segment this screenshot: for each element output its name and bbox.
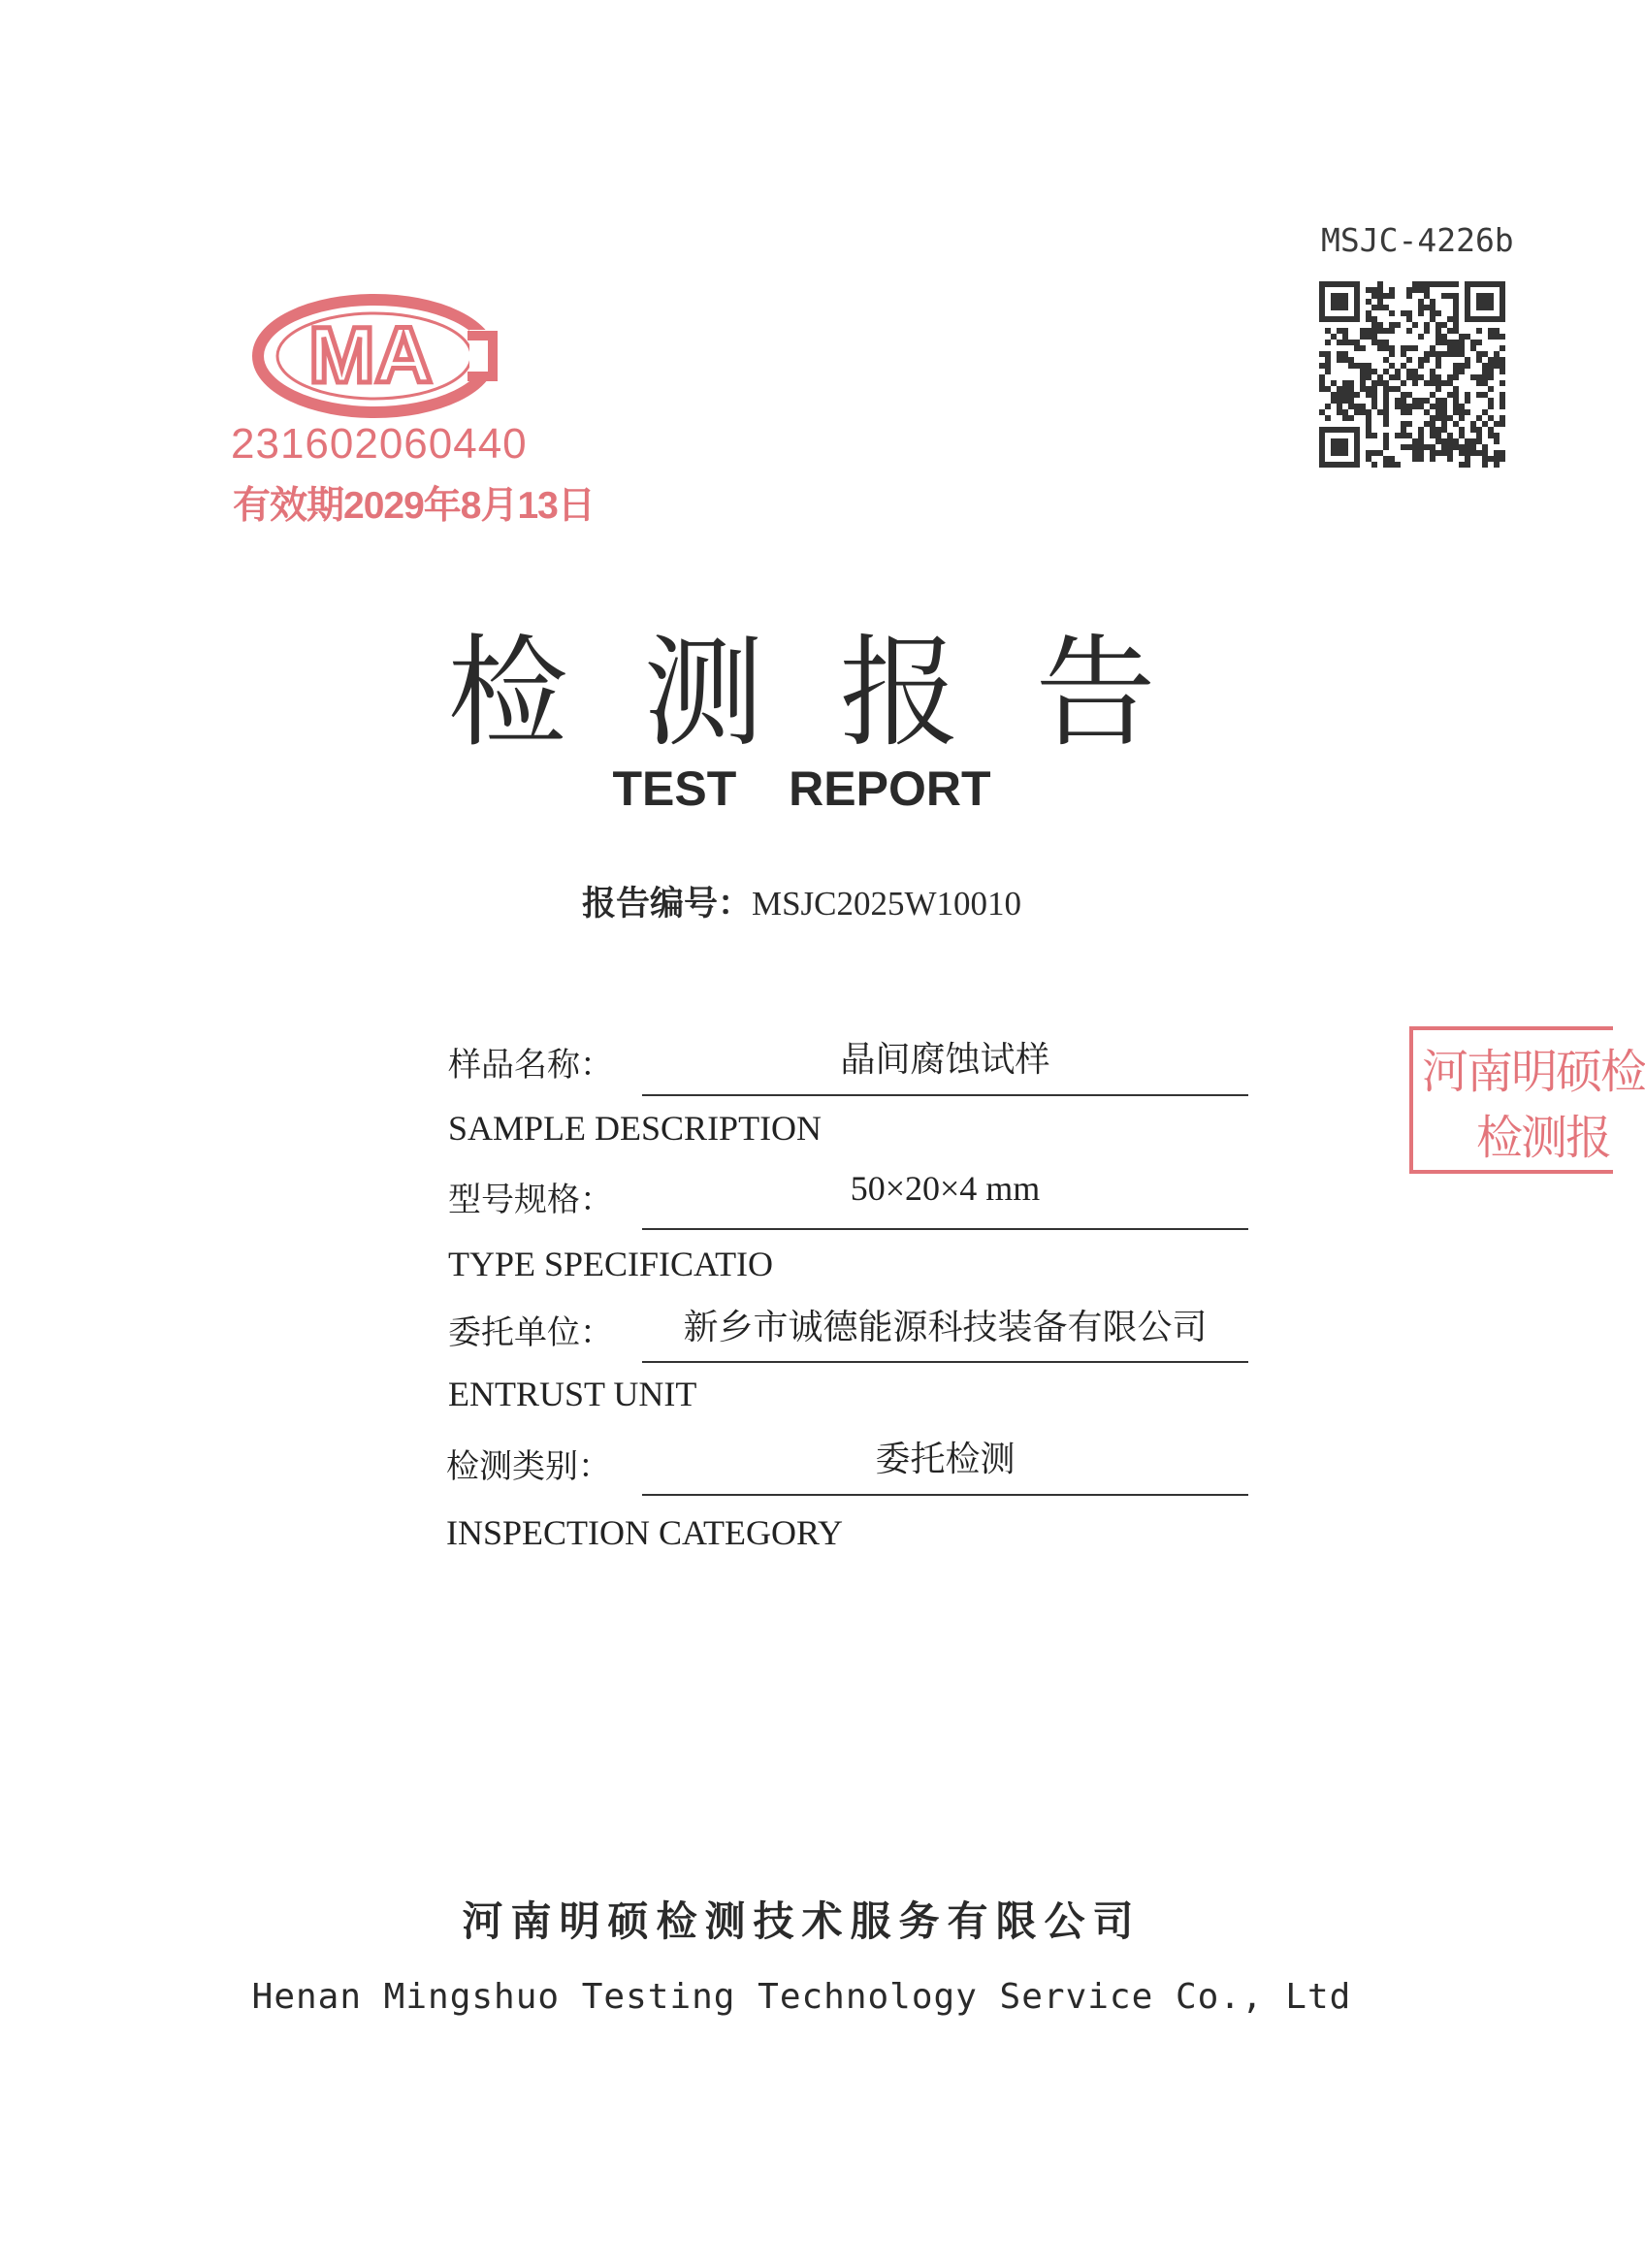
entrust-unit-value: 新乡市诚德能源科技装备有限公司: [683, 1308, 1208, 1347]
report-number: [0, 877, 1603, 925]
seal-text-line-1: 河南明硕检: [1422, 1047, 1645, 1098]
cma-validity: 有效期2029年8月13日: [233, 485, 595, 527]
sample-name-label-en: SAMPLE DESCRIPTION: [448, 1109, 822, 1148]
company-name-cn: 河南明硕检测技术服务有限公司: [462, 1898, 1142, 1944]
type-spec-label: 型号规格：: [448, 1181, 613, 1219]
type-spec-label-en: TYPE SPECIFICATIO: [448, 1245, 774, 1283]
cma-logo-text: MA: [308, 311, 433, 400]
report-title-cn: 检测报告: [447, 624, 1232, 763]
report-number-value: MSJC2025W10010: [751, 885, 1022, 923]
report-title-en: TEST REPORT: [612, 761, 991, 816]
entrust-unit-label: 委托单位：: [448, 1313, 613, 1352]
seal-text-line-2: 检测报: [1476, 1113, 1611, 1164]
company-name-en: Henan Mingshuo Testing Technology Service Co., Ltd: [251, 1977, 1352, 2017]
type-spec-underline: [642, 1228, 1248, 1230]
qr-code-icon: [1319, 281, 1505, 468]
sample-name-value: 晶间腐蚀试样: [840, 1040, 1050, 1080]
entrust-unit-label-en: ENTRUST UNIT: [448, 1375, 697, 1413]
inspection-category-underline: [642, 1494, 1248, 1496]
sample-name-underline: [642, 1094, 1248, 1096]
report-number-label: 报告编号：: [581, 885, 752, 923]
sample-name-label: 样品名称：: [448, 1046, 613, 1085]
type-spec-value: 50×20×4 mm: [850, 1169, 1041, 1208]
entrust-unit-underline: [642, 1361, 1248, 1363]
document-code: MSJC-4226b: [1321, 221, 1514, 259]
inspection-category-label-en: INSPECTION CATEGORY: [446, 1513, 844, 1552]
inspection-category-value: 委托检测: [875, 1440, 1016, 1479]
cma-stamp-logo: [250, 293, 508, 419]
inspection-category-label: 检测类别：: [446, 1447, 611, 1486]
cma-number: 231602060440: [231, 420, 528, 468]
